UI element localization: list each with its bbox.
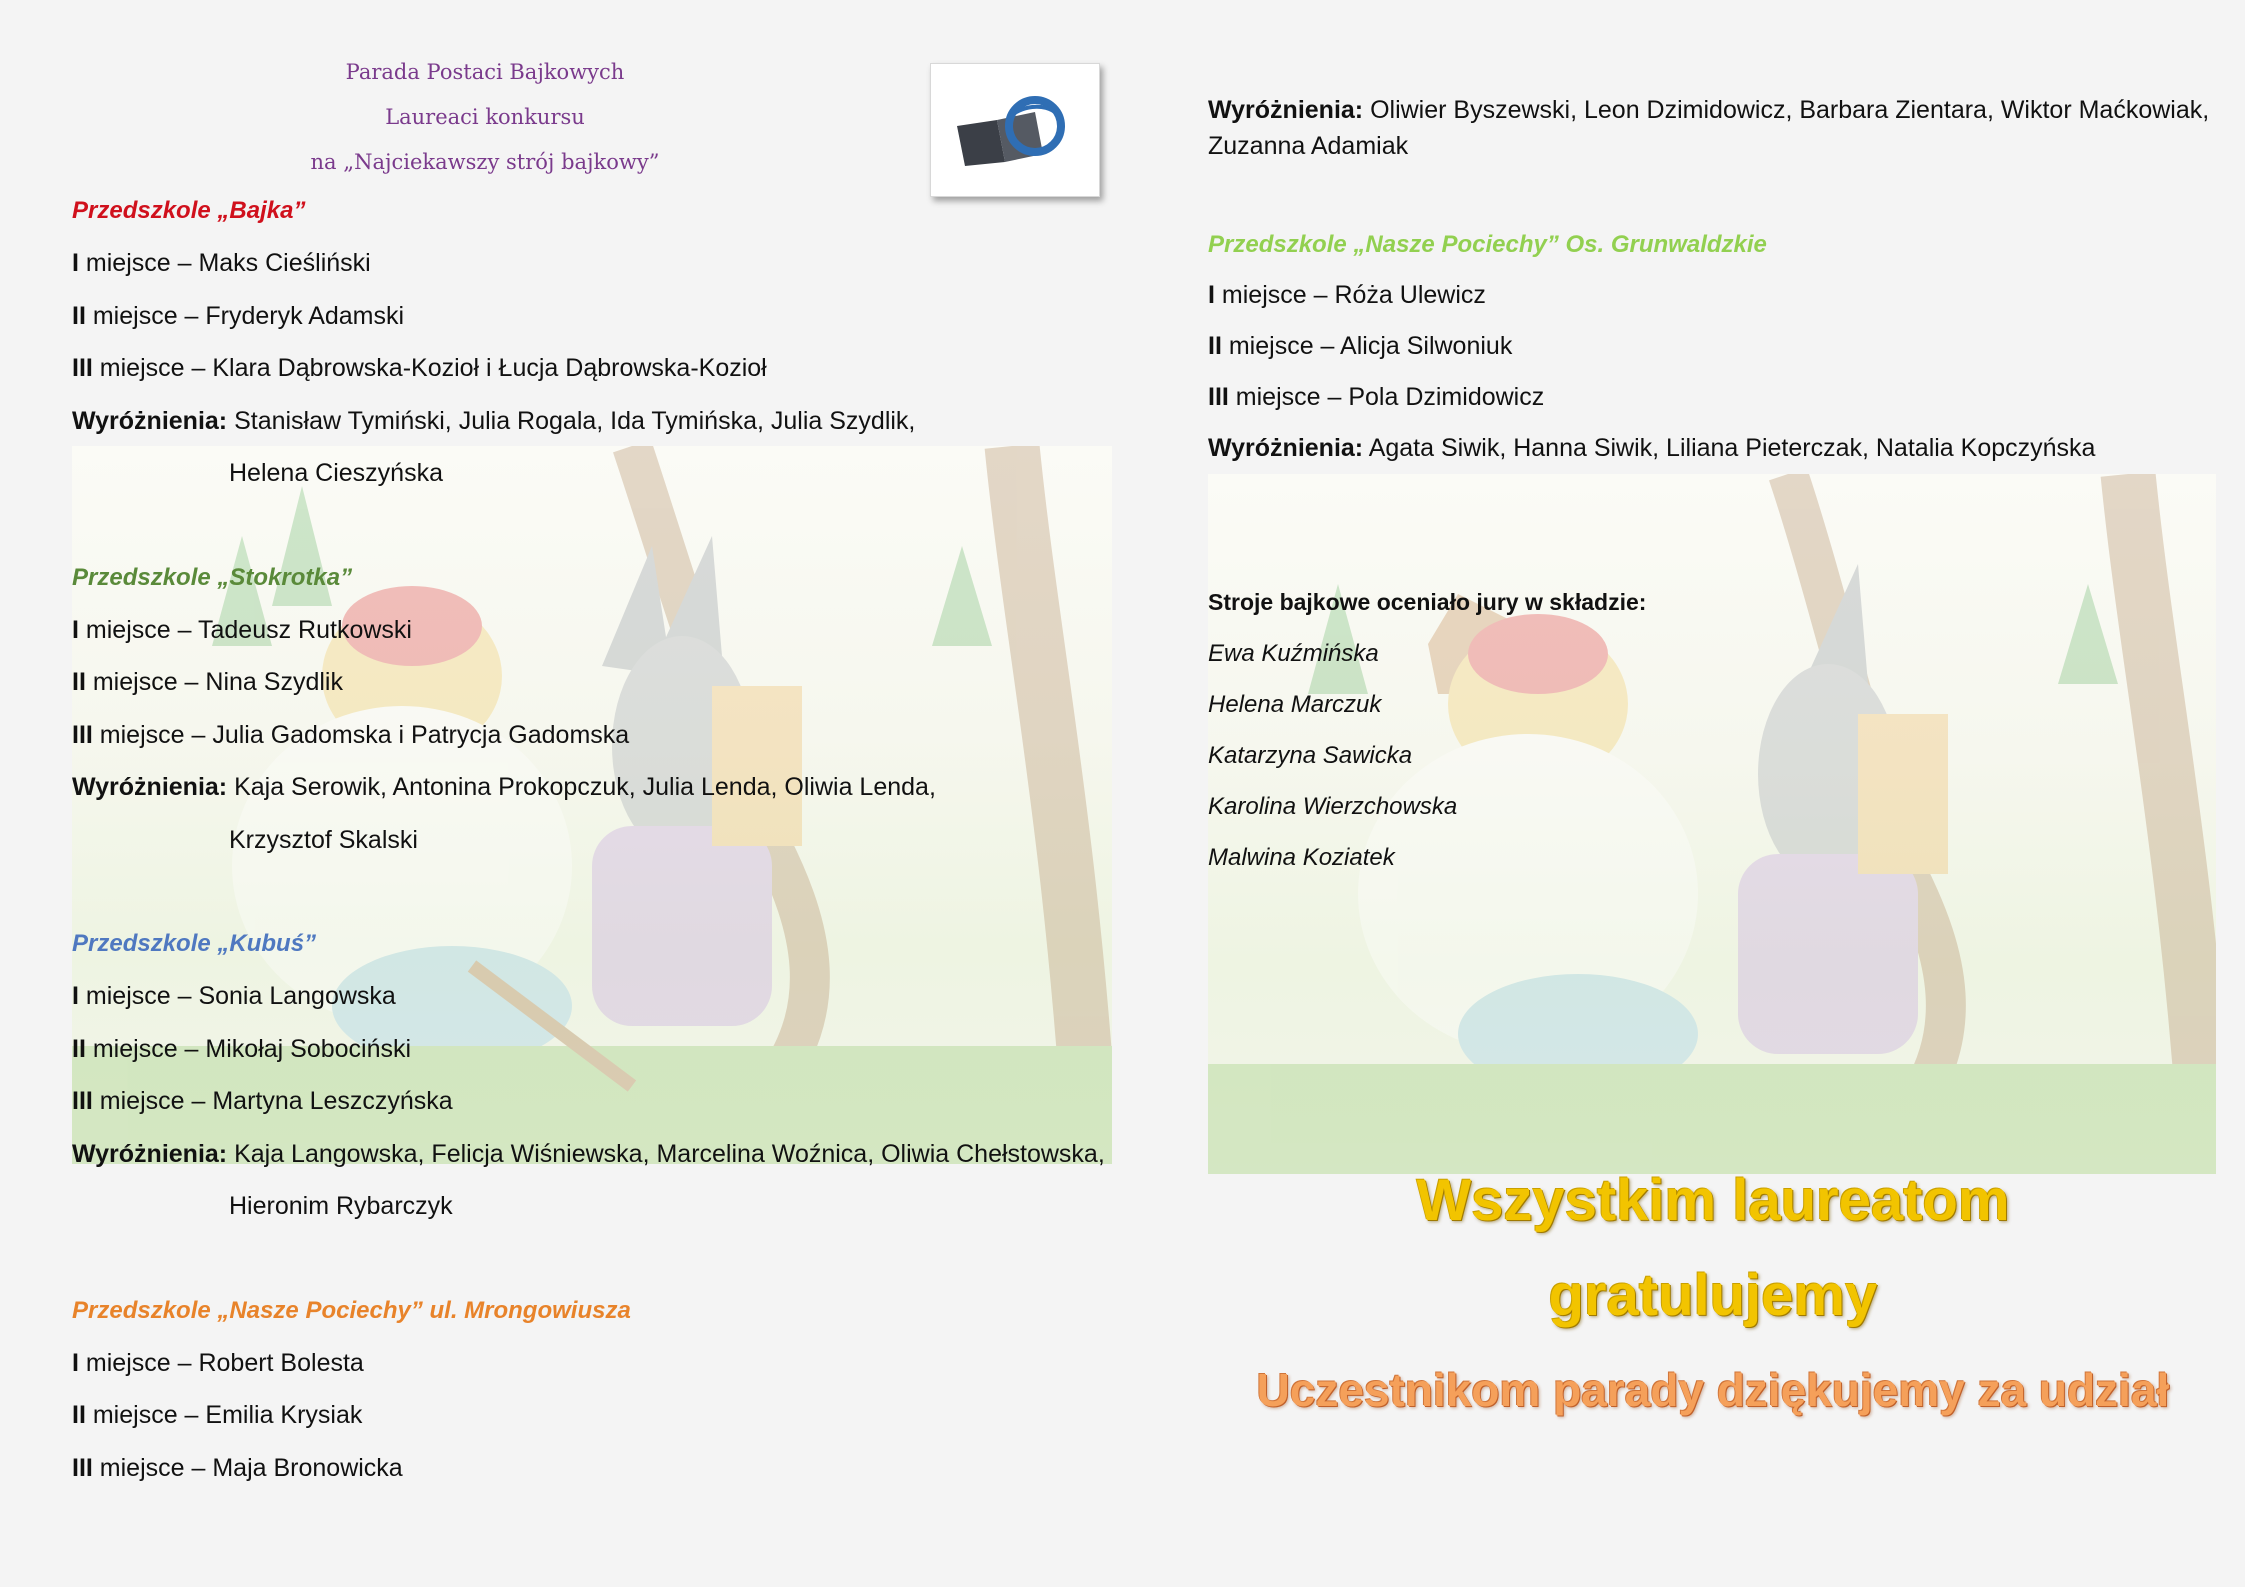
distinction-label: Wyróżnienia: — [72, 773, 228, 801]
header-line-3: na „Najciekawszy strój bajkowy” — [310, 150, 660, 174]
distinction-names: Oliwier Byszewski, Leon Dzimidowicz, Barbara Zientara, Wiktor Maćkowiak, — [1370, 96, 2210, 124]
jury-member: Malwina Koziatek — [1208, 844, 1395, 871]
distinction-label: Wyróżnienia: — [72, 406, 228, 435]
place-roman: II — [72, 668, 86, 696]
winner-name: Mikołaj Sobociński — [205, 1034, 412, 1063]
section-title-stokrotka: Przedszkole „Stokrotka” — [72, 563, 353, 591]
place-label: miejsce – — [92, 1034, 206, 1063]
place-label: miejsce – — [1228, 332, 1341, 360]
winner-name: Fryderyk Adamski — [205, 301, 405, 330]
place-1 — [72, 237, 1122, 290]
place-roman: I — [72, 249, 79, 277]
place-2 — [72, 1023, 1122, 1076]
distinction-label: Wyróżnienia: — [1208, 96, 1364, 124]
place-1 — [72, 604, 1122, 657]
distinctions-cont: Krzysztof Skalski — [229, 825, 418, 854]
distinction-names: Stanisław Tymiński, Julia Rogala, Ida Tymińska, Julia Szydlik, — [234, 406, 916, 435]
place-label: miejsce – — [99, 354, 213, 382]
place-roman: I — [72, 1348, 79, 1377]
winner-name: Maks Cieśliński — [198, 249, 371, 277]
distinction-names: Agata Siwik, Hanna Siwik, Liliana Pieterczak, Natalia Kopczyńska — [1368, 434, 2096, 462]
winner-name: Róża Ulewicz — [1334, 281, 1486, 309]
distinction-names: Kaja Serowik, Antonina Prokopczuk, Julia Lenda, Oliwia Lenda, — [234, 773, 936, 801]
distinctions — [1208, 423, 2218, 474]
jury-member: Katarzyna Sawicka — [1208, 742, 1413, 769]
place-roman: II — [1208, 332, 1222, 360]
place-2 — [72, 1389, 1122, 1442]
place-1 — [1208, 270, 2218, 321]
place-1 — [72, 970, 1122, 1023]
place-roman: III — [72, 720, 93, 749]
place-label: miejsce – — [99, 1087, 213, 1115]
place-2 — [1208, 321, 2218, 372]
place-2 — [72, 656, 1122, 709]
distinctions — [72, 761, 1122, 814]
place-3 — [72, 1075, 1122, 1128]
jury-member: Ewa Kuźmińska — [1208, 640, 1379, 667]
jury-member: Helena Marczuk — [1208, 691, 1382, 718]
congrats-line-2: gratulujemy — [1548, 1263, 1878, 1328]
section-title-grunwaldzkie: Przedszkole „Nasze Pociechy” Os. Grunwaldzkie — [1208, 231, 1767, 258]
section-title-kubus: Przedszkole „Kubuś” — [72, 930, 317, 957]
place-3 — [1208, 372, 2218, 423]
distinctions-cont: Helena Cieszyńska — [229, 459, 443, 487]
winner-name: Klara Dąbrowska-Kozioł i Łucja Dąbrowska-Kozioł — [212, 354, 767, 382]
place-label: miejsce – — [85, 982, 199, 1010]
left-column — [72, 185, 1122, 1494]
winner-name: Emilia Krysiak — [205, 1401, 363, 1429]
place-roman: I — [72, 615, 79, 644]
place-label: miejsce – — [85, 1348, 199, 1377]
place-label: miejsce – — [99, 1453, 213, 1482]
distinctions-cont: Hieronim Rybarczyk — [229, 1192, 453, 1220]
winner-name: Tadeusz Rutkowski — [198, 615, 412, 644]
place-label: miejsce – — [85, 615, 198, 644]
place-roman: II — [72, 1034, 86, 1063]
place-label: miejsce – — [92, 668, 206, 696]
right-column — [1208, 92, 2218, 883]
winner-name: Pola Dzimidowicz — [1348, 383, 1545, 411]
library-logo — [930, 63, 1100, 197]
congrats-line-1: Wszystkim laureatom — [1416, 1168, 2010, 1233]
distinctions — [72, 1128, 1122, 1181]
header-line-1: Parada Postaci Bajkowych — [345, 60, 625, 84]
distinction-names: Kaja Langowska, Felicja Wiśniewska, Marcelina Woźnica, Oliwia Chełstowska, — [234, 1139, 1105, 1168]
place-roman: III — [1208, 383, 1229, 411]
place-label: miejsce – — [85, 249, 199, 277]
distinctions — [1208, 92, 2218, 128]
place-roman: III — [72, 1453, 93, 1482]
place-roman: I — [72, 982, 79, 1010]
place-1 — [72, 1337, 1122, 1390]
flyer-header — [230, 50, 740, 185]
distinctions — [72, 395, 1122, 448]
place-label: miejsce – — [99, 720, 213, 749]
winner-name: Sonia Langowska — [198, 982, 396, 1010]
winner-name: Maja Bronowicka — [212, 1453, 403, 1482]
section-title-mrongowiusza: Przedszkole „Nasze Pociechy” ul. Mrongowiusza — [72, 1296, 631, 1324]
place-label: miejsce – — [1221, 281, 1335, 309]
place-roman: II — [72, 301, 86, 330]
place-label: miejsce – — [92, 301, 206, 330]
winner-name: Nina Szydlik — [205, 668, 343, 696]
place-3 — [72, 1442, 1122, 1495]
place-roman: III — [72, 1087, 93, 1115]
distinctions-cont: Zuzanna Adamiak — [1208, 132, 1409, 160]
distinction-label: Wyróżnienia: — [1208, 434, 1364, 462]
winner-name: Julia Gadomska i Patrycja Gadomska — [212, 720, 630, 749]
library-book-icon — [953, 96, 1077, 166]
place-label: miejsce – — [92, 1401, 206, 1429]
place-label: miejsce – — [1235, 383, 1349, 411]
place-roman: I — [1208, 281, 1215, 309]
place-3 — [72, 709, 1122, 762]
jury-title: Stroje bajkowe oceniało jury w składzie: — [1208, 589, 1647, 615]
place-3 — [72, 342, 1122, 395]
winner-name: Martyna Leszczyńska — [212, 1087, 453, 1115]
winner-name: Alicja Silwoniuk — [1340, 332, 1513, 360]
distinction-label: Wyróżnienia: — [72, 1139, 228, 1168]
jury-member: Karolina Wierzchowska — [1208, 793, 1458, 820]
place-roman: II — [72, 1401, 86, 1429]
thanks-line: Uczestnikom parady dziękujemy za udział — [1256, 1364, 2170, 1416]
place-2 — [72, 290, 1122, 343]
winner-name: Robert Bolesta — [198, 1348, 364, 1377]
section-title-bajka: Przedszkole „Bajka” — [72, 197, 306, 224]
place-roman: III — [72, 354, 93, 382]
header-line-2: Laureaci konkursu — [385, 105, 585, 129]
